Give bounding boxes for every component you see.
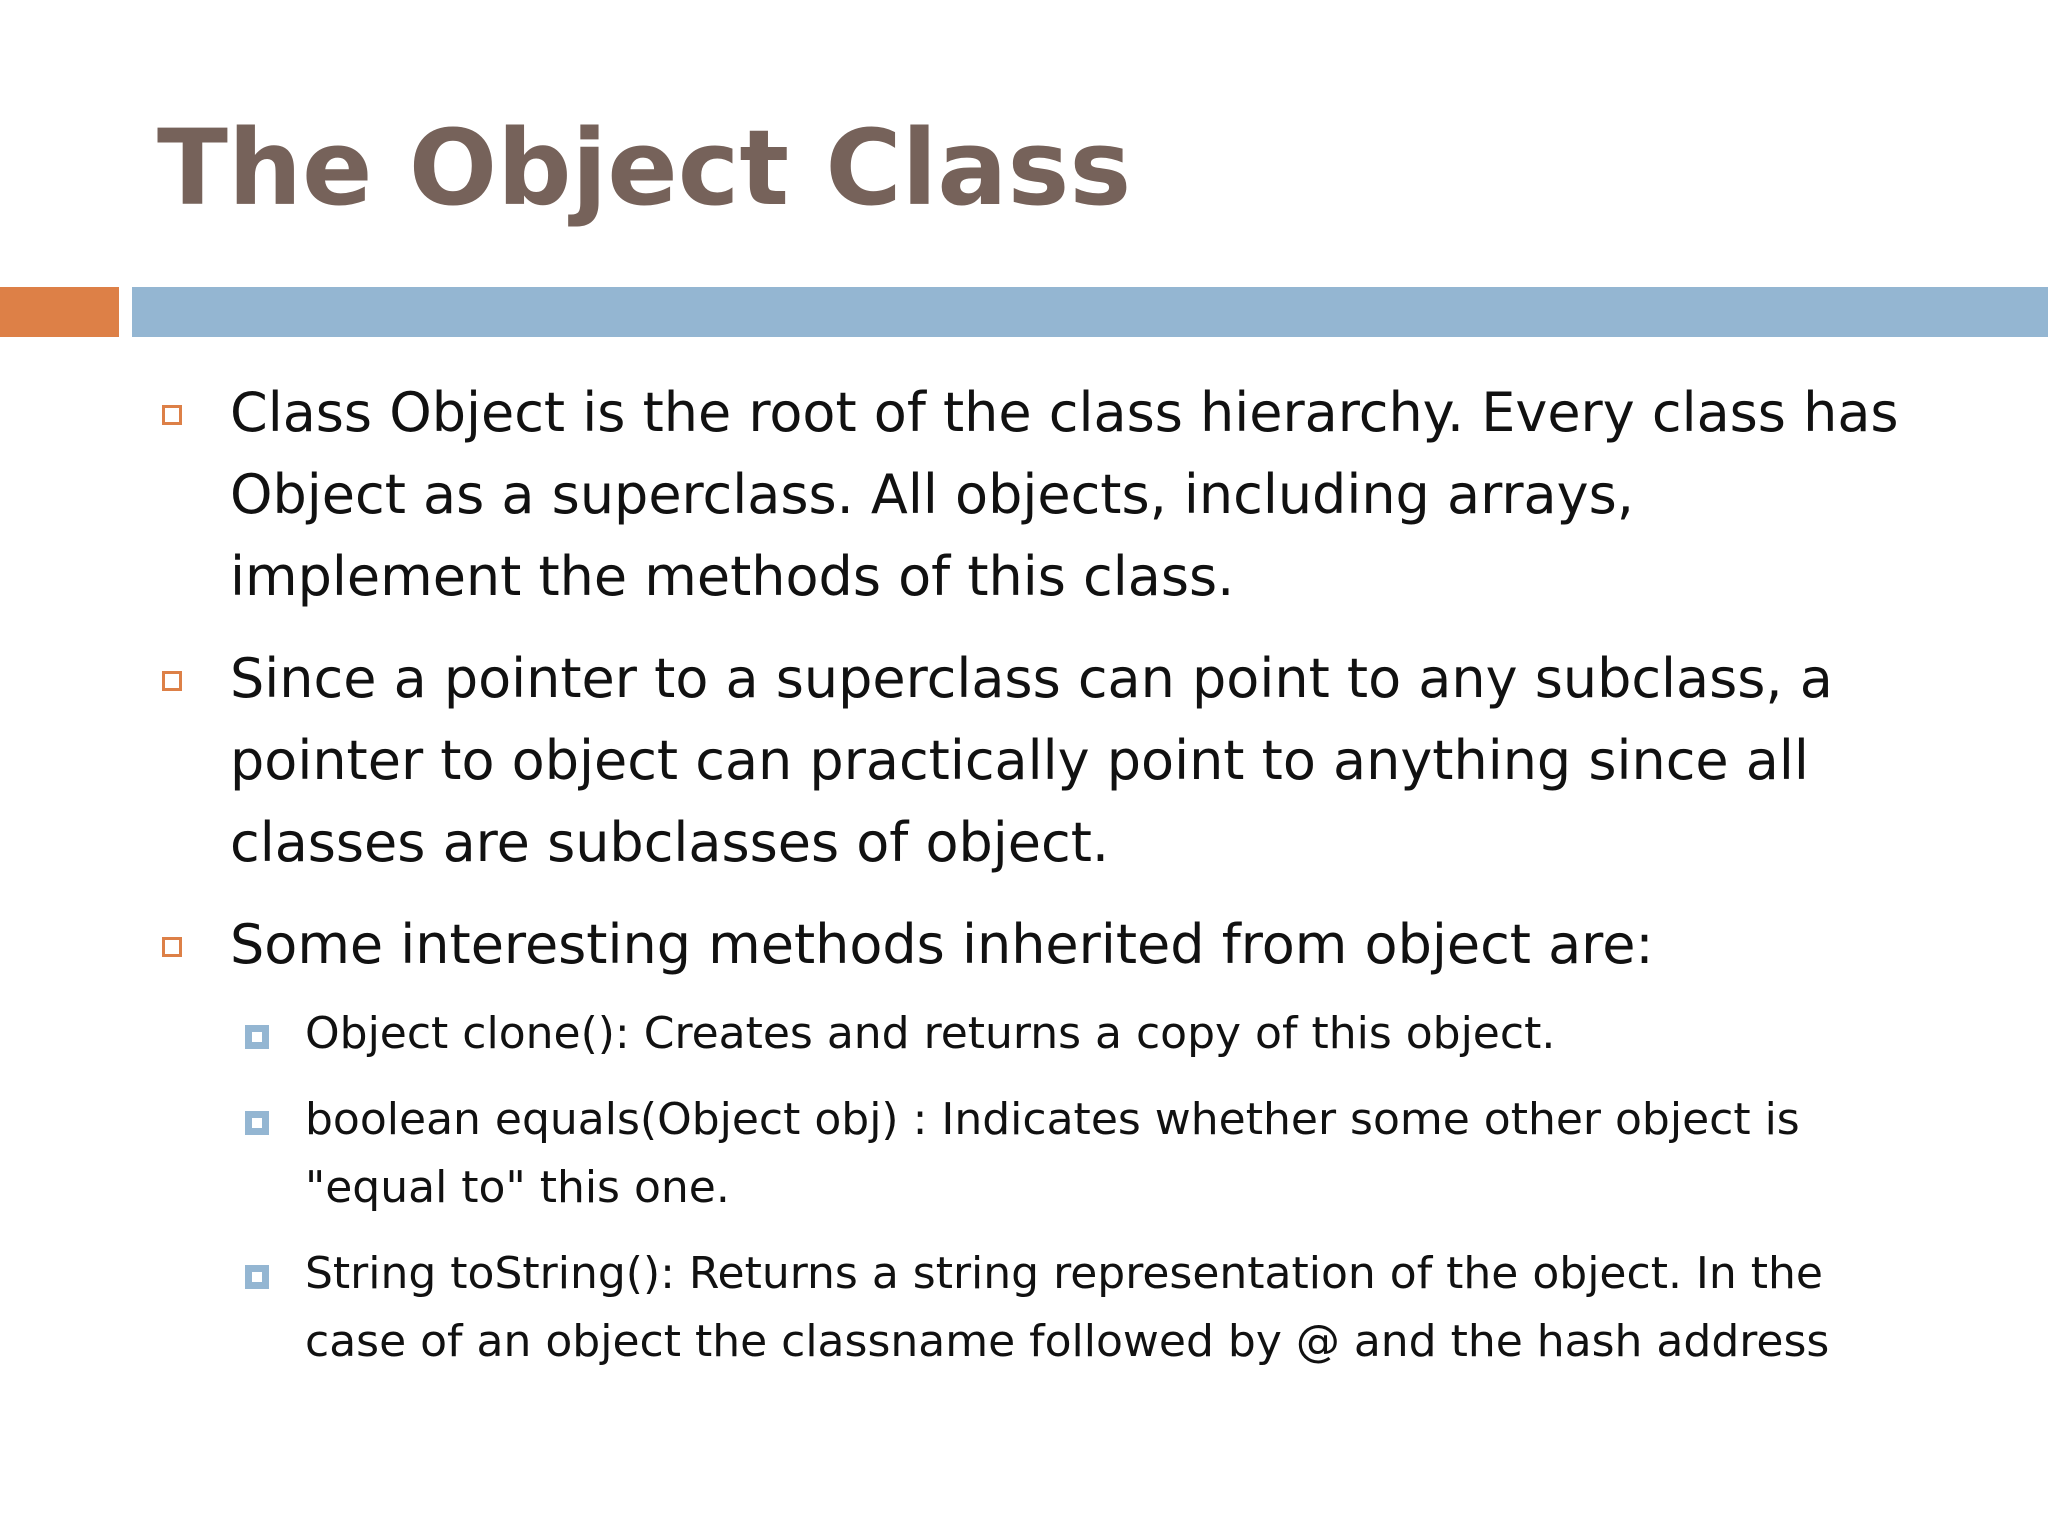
title-divider-bar: [132, 287, 2048, 337]
hollow-square-icon: [162, 671, 182, 691]
sub-bullet-item: [245, 1000, 1937, 1068]
hollow-square-icon: [162, 937, 182, 957]
sub-bullet-list: [157, 1000, 1937, 1376]
bullet-item: [157, 638, 1937, 884]
sub-bullet-item: [245, 1086, 1937, 1222]
sub-bullet-text: boolean equals(Object obj) : Indicates whether some other object is "equal to" this one.: [305, 1094, 1800, 1213]
bullet-text: Class Object is the root of the class hierarchy. Every class has Object as a superclass. All objects, including arrays, implement the methods of this class.: [230, 381, 1899, 608]
title-accent-bar: [0, 287, 119, 337]
filled-square-icon: [245, 1265, 269, 1289]
sub-bullet-text: Object clone(): Creates and returns a copy of this object.: [305, 1008, 1556, 1059]
sub-bullet-item: [245, 1240, 1937, 1376]
bullet-text: Since a pointer to a superclass can point to any subclass, a pointer to object can practically point to anything since all classes are subclasses of object.: [230, 647, 1833, 874]
bullet-item: [157, 372, 1937, 618]
filled-square-icon: [245, 1111, 269, 1135]
slide-content: [157, 372, 1937, 1394]
hollow-square-icon: [162, 405, 182, 425]
bullet-text: Some interesting methods inherited from object are:: [230, 913, 1654, 976]
slide-title: The Object Class: [157, 107, 1132, 229]
filled-square-icon: [245, 1025, 269, 1049]
sub-bullet-text: String toString(): Returns a string representation of the object. In the case of an object the classname followed by @ and the hash address: [305, 1248, 1830, 1367]
bullet-item: [157, 904, 1937, 986]
